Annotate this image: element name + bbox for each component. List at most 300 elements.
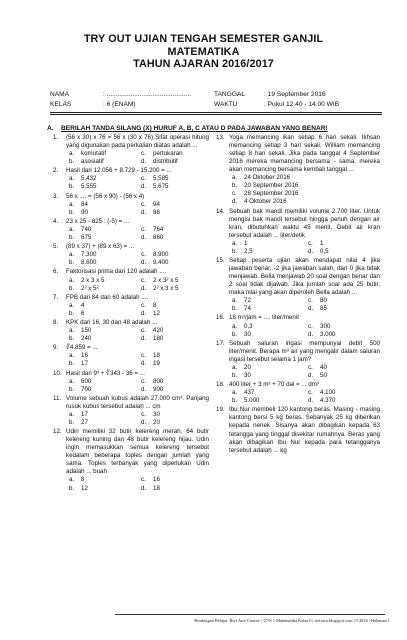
- question-item: [216, 134, 380, 206]
- answer-options: [66, 378, 209, 394]
- option-letter: d.: [141, 484, 147, 492]
- question-item: [216, 381, 380, 405]
- option-text: 50: [320, 371, 327, 379]
- option-letter: d.: [141, 419, 147, 426]
- answer-options: [66, 150, 209, 166]
- answer-option[interactable]: [141, 201, 209, 209]
- header-divider: [50, 112, 382, 113]
- option-text: 20 September 2016: [244, 182, 299, 190]
- option-letter: b.: [69, 335, 75, 343]
- answer-option[interactable]: [232, 305, 304, 313]
- question-item: [53, 167, 209, 191]
- question-number: 4.: [53, 217, 59, 225]
- answer-options: [66, 277, 209, 293]
- question-text: Ibu Nur membeli 120 kantong beras. Masing - masing kantong bersi 5 kg beras. Sebanyak 25 kg diberikan kepada nenek. Sisanya akan dibagikan kepada 63 tetangga yang tinggal disekitar rumahnya. Beras yang akan dibagikan Ibu Nur kepada para tetangganya tersebut adalah ... kg: [229, 406, 380, 454]
- answer-option[interactable]: [69, 285, 137, 293]
- option-text: 8: [81, 476, 85, 484]
- header-divider-double: [50, 114, 382, 115]
- question-number: 15.: [216, 256, 225, 264]
- answer-option[interactable]: [141, 335, 209, 343]
- answer-option[interactable]: [69, 234, 137, 242]
- question-item: [216, 314, 380, 338]
- question-item: [53, 134, 209, 166]
- option-text: 2³ x 3 x 5: [153, 284, 179, 292]
- answer-options: [229, 174, 380, 206]
- option-letter: a.: [69, 352, 75, 360]
- option-text: 12: [153, 309, 160, 317]
- kelas-value: : 6 (ENAM): [103, 100, 136, 108]
- answer-option[interactable]: [69, 277, 137, 285]
- option-letter: c.: [141, 225, 146, 233]
- waktu-value: : Pukul 12.40 - 14.00 WIB: [264, 100, 340, 108]
- option-text: 19: [153, 360, 160, 368]
- question-text: Setiap peserta ujian akan mendapat nilai 4 jika jawaban benar, -2 jika jawaban salah, dan 0 jika tidak menjawab. Bella menjawab 20 soal dengan benar dan 2 soal tidak dijawab. Jika jumlah soal ada 25 butir, maka nilai yang akan diperoleh Bella adalah ...: [229, 256, 380, 297]
- answer-option[interactable]: [232, 323, 304, 331]
- question-number: 7.: [53, 293, 59, 301]
- option-text: 600: [81, 377, 92, 385]
- question-text: Hasil dari 12.056 + 8.729 - 15.200 = ...: [66, 167, 172, 175]
- kelas-label: KELAS: [50, 100, 72, 108]
- question-number: 16.: [216, 314, 225, 322]
- option-text: 7.300: [81, 251, 97, 259]
- answer-options: [66, 352, 209, 368]
- option-text: 5.000: [244, 397, 260, 405]
- option-text: 40: [320, 363, 327, 371]
- option-text: 30: [244, 330, 251, 338]
- answer-option[interactable]: [69, 158, 137, 166]
- answer-option[interactable]: [141, 485, 209, 493]
- answer-option[interactable]: [141, 150, 209, 158]
- option-letter: c.: [308, 297, 313, 305]
- answer-option[interactable]: [69, 209, 137, 217]
- answer-option[interactable]: [232, 364, 304, 372]
- answer-option[interactable]: [308, 364, 380, 372]
- question-item: [53, 218, 209, 242]
- option-text: 8.900: [153, 251, 169, 259]
- tanggal-label: TANGGAL: [214, 91, 246, 98]
- question-item: [53, 193, 209, 217]
- option-letter: c.: [141, 150, 146, 158]
- exam-subject: MATEMATIKA: [167, 45, 240, 58]
- option-letter: b.: [69, 208, 75, 216]
- question-text: Sebuah saluran irigasi mempunyai debit 500 liter/menit. Berapa m³ air yang mengalir dalam saluran irigasi tersebut selama 1 jam?: [229, 339, 380, 363]
- option-text: 28 September 2016: [244, 190, 299, 198]
- option-letter: a.: [69, 276, 75, 284]
- option-letter: c.: [141, 175, 146, 183]
- question-text: 23 x 25 - 825 : (-5) = ...: [66, 217, 130, 225]
- option-letter: a.: [69, 476, 75, 484]
- answer-option[interactable]: [69, 476, 137, 484]
- answer-option[interactable]: [69, 411, 137, 419]
- option-text: 80: [320, 297, 327, 305]
- question-number: 3.: [53, 192, 59, 200]
- question-text: ∛4.859 = ...: [66, 344, 98, 352]
- option-letter: d.: [308, 330, 314, 338]
- question-item: [216, 340, 380, 380]
- option-letter: c.: [141, 301, 146, 309]
- option-text: asosiatif: [81, 158, 104, 166]
- option-letter: a.: [232, 363, 238, 371]
- question-text: Udin memiliki 32 butir kelereng merah, 64 butir kelereng kuning dan 48 butir kelereng hijau. Udin ingin memasukkan semua kelereng tersebut kedalam beberapa toples dengan jumlah yang sama. Toples terbanyak yang diperlukan Udin adalah ... buah: [66, 428, 209, 476]
- option-text: 1: [244, 239, 248, 247]
- option-letter: d.: [141, 158, 147, 166]
- option-text: 4: [81, 301, 85, 309]
- question-number: 17.: [216, 339, 225, 347]
- question-text: KPK dari 16, 30 dan 48 adalah ...: [66, 319, 158, 327]
- question-text: 56 x .... = (56 x 90) - (56 x 4): [66, 192, 145, 200]
- option-letter: a.: [69, 251, 75, 259]
- answer-options: [66, 411, 209, 427]
- answer-options: [66, 327, 209, 343]
- question-number: 9.: [53, 344, 59, 352]
- answer-option[interactable]: [308, 397, 380, 405]
- option-text: 20: [153, 419, 160, 426]
- option-text: 0,5: [320, 247, 329, 255]
- answer-option[interactable]: [69, 251, 137, 259]
- question-item: [216, 406, 380, 454]
- question-number: 6.: [53, 268, 59, 276]
- exam-year: TAHUN AJARAN 2016/2017: [133, 58, 274, 70]
- answer-option[interactable]: [141, 327, 209, 335]
- option-text: 24 Oktober 2016: [244, 174, 291, 182]
- option-letter: b.: [69, 360, 75, 368]
- answer-option[interactable]: [69, 201, 137, 209]
- option-letter: d.: [141, 385, 147, 393]
- answer-options: [66, 476, 209, 492]
- answer-option[interactable]: [232, 198, 380, 206]
- option-letter: c.: [141, 276, 146, 284]
- answer-option[interactable]: [141, 234, 209, 242]
- option-letter: d.: [141, 309, 147, 317]
- option-text: 16: [81, 352, 88, 360]
- option-letter: d.: [141, 259, 147, 267]
- answer-options: [66, 251, 209, 267]
- question-text: Hasil dari 9³ + ∛343 - 36 = ...: [66, 369, 145, 377]
- option-letter: c.: [141, 251, 146, 259]
- answer-options: [66, 226, 209, 242]
- option-letter: c.: [308, 322, 313, 330]
- option-text: 240: [81, 335, 92, 343]
- question-number: 12.: [53, 428, 62, 436]
- answer-option[interactable]: [69, 335, 137, 343]
- option-text: 5.675: [153, 183, 169, 191]
- waktu-label: WAKTU: [214, 100, 238, 108]
- option-letter: a.: [232, 239, 238, 247]
- option-text: 300: [320, 322, 331, 330]
- option-letter: b.: [69, 259, 75, 267]
- answer-option[interactable]: [308, 372, 380, 380]
- option-text: distributif: [153, 158, 178, 166]
- answer-options: [229, 240, 380, 256]
- option-letter: c.: [141, 476, 146, 484]
- answer-option[interactable]: [69, 352, 137, 360]
- option-text: 2³ x 5²: [81, 284, 99, 292]
- option-text: 30: [153, 410, 160, 418]
- option-letter: b.: [232, 371, 238, 379]
- answer-options: [229, 364, 380, 380]
- question-item: [53, 344, 209, 368]
- option-text: 18: [153, 352, 160, 360]
- answer-option[interactable]: [141, 285, 209, 293]
- question-number: 10.: [53, 369, 62, 377]
- option-letter: a.: [232, 389, 238, 397]
- question-number: 5.: [53, 243, 59, 251]
- option-text: 8.600: [81, 259, 97, 267]
- question-text: FPB dari 84 dan 60 adalah ....: [66, 293, 149, 301]
- option-letter: a.: [69, 200, 75, 208]
- option-letter: b.: [232, 247, 238, 255]
- option-letter: b.: [69, 183, 75, 191]
- option-text: pertukaran: [153, 150, 183, 158]
- option-letter: b.: [232, 397, 238, 405]
- answer-option[interactable]: [232, 389, 304, 397]
- nama-label: NAMA: [50, 91, 70, 98]
- answer-option[interactable]: [232, 331, 304, 339]
- option-text: 9.400: [153, 259, 169, 267]
- option-text: 2 x 3² x 5: [153, 276, 179, 284]
- exam-header: [0, 33, 407, 71]
- option-text: 17: [81, 360, 88, 368]
- option-letter: b.: [69, 419, 75, 426]
- answer-option[interactable]: [69, 327, 137, 335]
- question-number: 13.: [216, 134, 225, 141]
- option-letter: a.: [69, 327, 75, 335]
- tanggal-value: : 19 September 2016: [264, 91, 326, 98]
- option-letter: c.: [141, 352, 146, 360]
- question-item: [53, 243, 209, 267]
- option-letter: a.: [69, 301, 75, 309]
- answer-option[interactable]: [141, 175, 209, 183]
- answer-option[interactable]: [232, 174, 380, 182]
- option-text: 764: [153, 225, 164, 233]
- answer-option[interactable]: [308, 305, 380, 313]
- option-letter: c.: [141, 410, 146, 418]
- option-letter: d.: [308, 305, 314, 313]
- question-text: 18 m³/jam = .... liter/menit: [229, 314, 299, 322]
- option-letter: c.: [141, 200, 146, 208]
- answer-option[interactable]: [232, 190, 380, 198]
- option-letter: a.: [69, 225, 75, 233]
- answer-option[interactable]: [141, 209, 209, 217]
- option-text: 6: [81, 309, 85, 317]
- option-text: 900: [153, 385, 164, 393]
- option-text: 860: [153, 233, 164, 241]
- option-letter: d.: [308, 371, 314, 379]
- exam-schedule: [214, 90, 339, 109]
- option-text: 12: [81, 484, 88, 492]
- answer-option[interactable]: [69, 310, 137, 318]
- question-item: [53, 428, 209, 492]
- answer-option[interactable]: [308, 389, 380, 397]
- question-text: Sebuah bak mandi memiliki volume 2.700 liter. Untuk mengisi bak mandi tersebut hingga penuh dengan air kran, dibutuhkan waktu 45 menit. Debit air kran tersebut adalah ... liter/detik: [229, 207, 380, 239]
- answer-option[interactable]: [232, 240, 304, 248]
- answer-option[interactable]: [232, 372, 304, 380]
- answer-option[interactable]: [308, 331, 380, 339]
- option-text: 2,5: [244, 247, 253, 255]
- option-text: 5.585: [153, 175, 169, 183]
- answer-option[interactable]: [141, 386, 209, 394]
- option-letter: b.: [69, 385, 75, 393]
- instruction-text: BERILAH TANDA SILANG (X) HURUF A, B, C ATAU D PADA JAWABAN YANG BENAR!: [61, 125, 328, 132]
- question-item: [53, 319, 209, 343]
- option-text: 150: [81, 327, 92, 335]
- option-letter: c.: [308, 389, 313, 397]
- option-text: 437: [244, 389, 255, 397]
- option-letter: b.: [69, 484, 75, 492]
- option-text: 4.370: [320, 397, 336, 405]
- answer-option[interactable]: [69, 302, 137, 310]
- option-letter: c.: [232, 190, 237, 198]
- question-text: 400 liter + 3 m³ + 70 dal = ... dm³: [229, 381, 319, 389]
- question-text: Yoga memancing ikan setiap 6 hari sekali. Ikhsan memancing setiap 3 hari sekali. William memancing setiap 8 hari sekali. Jika pada tanggal 4 September 2016 mereka memancing bersama - sama, mereka akan memancing bersama kembali tanggal ...: [229, 134, 380, 174]
- section-instruction: [47, 125, 328, 132]
- question-item: [53, 294, 209, 318]
- answer-option[interactable]: [69, 150, 137, 158]
- option-letter: b.: [232, 182, 238, 190]
- option-text: 17: [81, 410, 88, 418]
- questions-left-column: [53, 134, 209, 494]
- answer-option[interactable]: [141, 259, 209, 267]
- option-text: komutatif: [81, 150, 107, 158]
- option-letter: a.: [232, 174, 238, 182]
- answer-option[interactable]: [308, 248, 380, 256]
- answer-option[interactable]: [232, 248, 304, 256]
- option-text: 16: [153, 476, 160, 484]
- question-item: [216, 208, 380, 256]
- answer-options: [66, 201, 209, 217]
- answer-options: [229, 323, 380, 339]
- option-text: 1: [320, 239, 324, 247]
- option-text: 420: [153, 327, 164, 335]
- option-letter: a.: [69, 377, 75, 385]
- option-letter: c.: [308, 239, 313, 247]
- nama-value: : ..............................................: [103, 91, 191, 98]
- option-text: 4.100: [320, 389, 336, 397]
- question-number: 1.: [53, 134, 59, 141]
- answer-option[interactable]: [69, 419, 137, 427]
- answer-option[interactable]: [141, 310, 209, 318]
- option-letter: b.: [69, 233, 75, 241]
- answer-option[interactable]: [141, 378, 209, 386]
- answer-option[interactable]: [141, 183, 209, 191]
- option-letter: c.: [308, 363, 313, 371]
- question-number: 8.: [53, 319, 59, 327]
- question-item: [53, 395, 209, 427]
- questions-right-column: [216, 134, 380, 456]
- option-letter: d.: [232, 198, 238, 206]
- answer-options: [66, 302, 209, 318]
- answer-option[interactable]: [69, 378, 137, 386]
- option-text: 86: [153, 208, 160, 216]
- answer-options: [66, 175, 209, 191]
- option-text: 740: [81, 225, 92, 233]
- option-letter: d.: [141, 284, 147, 292]
- option-text: 27: [81, 419, 88, 426]
- answer-option[interactable]: [141, 419, 209, 427]
- question-text: Volume sebuah kubus adalah 27.000 cm³. Panjang rusuk kubus tersebut adalah ... cm: [66, 394, 209, 410]
- question-item: [53, 268, 209, 292]
- option-letter: c.: [141, 327, 146, 335]
- option-text: 72: [244, 297, 251, 305]
- option-letter: d.: [141, 183, 147, 191]
- option-text: 84: [81, 200, 88, 208]
- option-text: 94: [153, 200, 160, 208]
- answer-option[interactable]: [232, 297, 304, 305]
- answer-options: [229, 389, 380, 405]
- option-letter: d.: [308, 397, 314, 405]
- answer-option[interactable]: [308, 297, 380, 305]
- option-letter: b.: [232, 330, 238, 338]
- answer-option[interactable]: [69, 360, 137, 368]
- answer-option[interactable]: [308, 240, 380, 248]
- option-text: 180: [153, 335, 164, 343]
- answer-option[interactable]: [308, 323, 380, 331]
- answer-option[interactable]: [232, 397, 304, 405]
- page-footer: Bimbingan Belajar 'Rief Awo Course' | UTS 1 Matematika Kelas 6 | riefawa.blogspot.com | ©2016 | Halaman 1: [194, 618, 390, 623]
- option-text: 675: [81, 233, 92, 241]
- option-text: 5.555: [81, 183, 97, 191]
- section-label: A.: [47, 125, 54, 132]
- answer-option[interactable]: [141, 360, 209, 368]
- option-text: 90: [81, 208, 88, 216]
- question-number: 19.: [216, 406, 225, 414]
- option-letter: a.: [232, 322, 238, 330]
- option-text: 800: [153, 377, 164, 385]
- answer-option[interactable]: [69, 485, 137, 493]
- answer-option[interactable]: [141, 476, 209, 484]
- option-letter: d.: [141, 360, 147, 368]
- option-letter: d.: [141, 233, 147, 241]
- option-letter: d.: [141, 208, 147, 216]
- answer-option[interactable]: [141, 411, 209, 419]
- option-text: 0,3: [244, 322, 253, 330]
- exam-title: TRY OUT UJIAN TENGAH SEMESTER GANJIL: [83, 33, 324, 45]
- answer-option[interactable]: [232, 182, 380, 190]
- student-info: [50, 90, 191, 109]
- option-letter: a.: [69, 410, 75, 418]
- answer-option[interactable]: [69, 226, 137, 234]
- answer-option[interactable]: [141, 226, 209, 234]
- option-text: 3.000: [320, 330, 336, 338]
- option-text: 8: [153, 301, 157, 309]
- answer-options: [229, 297, 380, 313]
- answer-option[interactable]: [141, 277, 209, 285]
- option-text: 4 Oktober 2016: [244, 198, 287, 206]
- option-text: 74: [244, 305, 251, 313]
- option-letter: a.: [232, 297, 238, 305]
- answer-option[interactable]: [69, 259, 137, 267]
- answer-option[interactable]: [141, 302, 209, 310]
- answer-option[interactable]: [141, 352, 209, 360]
- answer-option[interactable]: [69, 175, 137, 183]
- question-number: 2.: [53, 167, 59, 175]
- question-item: [216, 257, 380, 313]
- option-letter: c.: [141, 377, 146, 385]
- option-letter: b.: [69, 284, 75, 292]
- option-letter: b.: [232, 305, 238, 313]
- option-text: 2 x 3 x 5: [81, 276, 105, 284]
- answer-option[interactable]: [69, 386, 137, 394]
- answer-option[interactable]: [69, 183, 137, 191]
- option-letter: a.: [69, 175, 75, 183]
- option-text: 85: [320, 305, 327, 313]
- option-text: 700: [81, 385, 92, 393]
- answer-option[interactable]: [141, 158, 209, 166]
- answer-option[interactable]: [141, 251, 209, 259]
- question-text: (56 x 30) x 76 = 56 x (30 x 76) Sifat operasi hitung yang digunakan pada perkalian diatas adalah ...: [66, 134, 209, 150]
- footer-divider: [115, 614, 385, 615]
- option-text: 20: [244, 363, 251, 371]
